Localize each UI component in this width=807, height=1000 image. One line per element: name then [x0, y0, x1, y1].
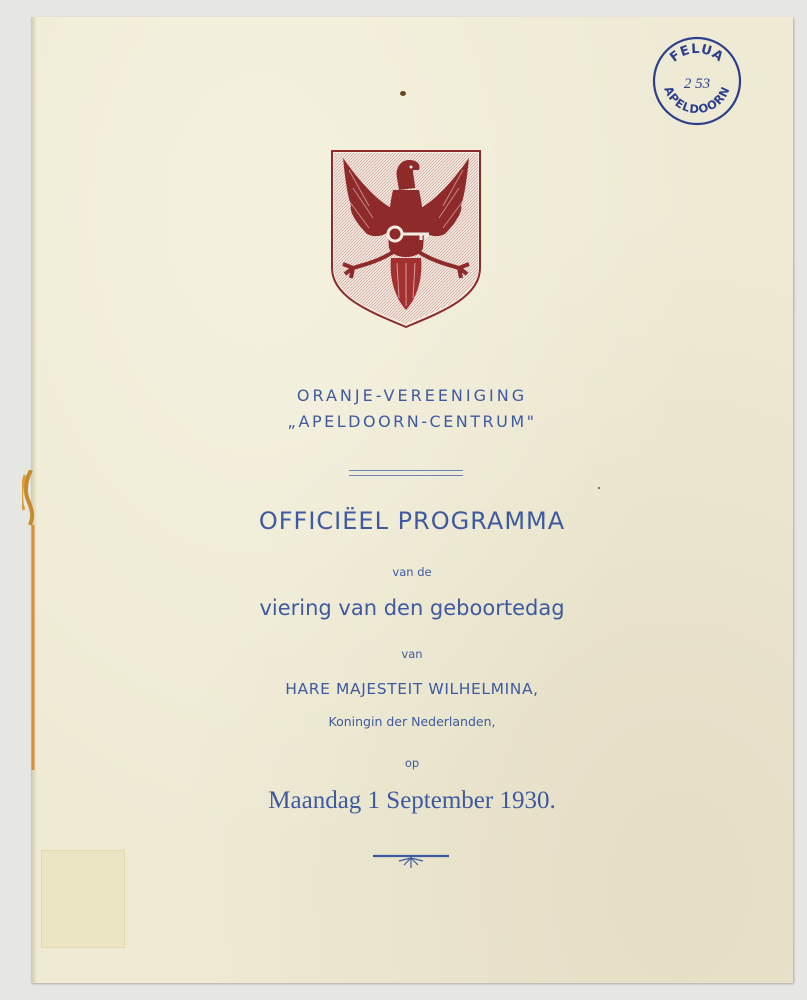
paper-speck — [400, 91, 406, 96]
fleuron-ornament-icon — [371, 852, 451, 872]
programme-role: Koningin der Nederlanden, — [328, 714, 496, 729]
library-label-patch — [41, 850, 125, 948]
eagle-with-key-shield-icon — [329, 148, 483, 330]
organisation-name: ORANJE-VEREENIGING — [296, 386, 528, 405]
programme-occasion: viering van den geboortedag — [259, 596, 565, 620]
programme-person: HARE MAJESTEIT WILHELMINA, — [285, 680, 539, 698]
stamp-top-text: FELUA — [667, 41, 727, 66]
paper-speck — [598, 487, 600, 489]
organisation-branch: „APELDOORN-CENTRUM" — [287, 412, 537, 431]
programme-van: van — [401, 647, 423, 661]
divider-rule — [349, 470, 463, 471]
programme-date: Maandag 1 September 1930. — [268, 787, 556, 814]
divider-rule — [349, 475, 463, 476]
library-stamp — [651, 35, 743, 127]
programme-title: OFFICIËEL PROGRAMMA — [258, 507, 566, 535]
programme-van-de: van de — [392, 565, 432, 579]
programme-op: op — [404, 756, 420, 770]
stamp-number: 2 53 — [683, 76, 711, 92]
stamp-bottom-text: APELDOORN — [661, 84, 733, 117]
